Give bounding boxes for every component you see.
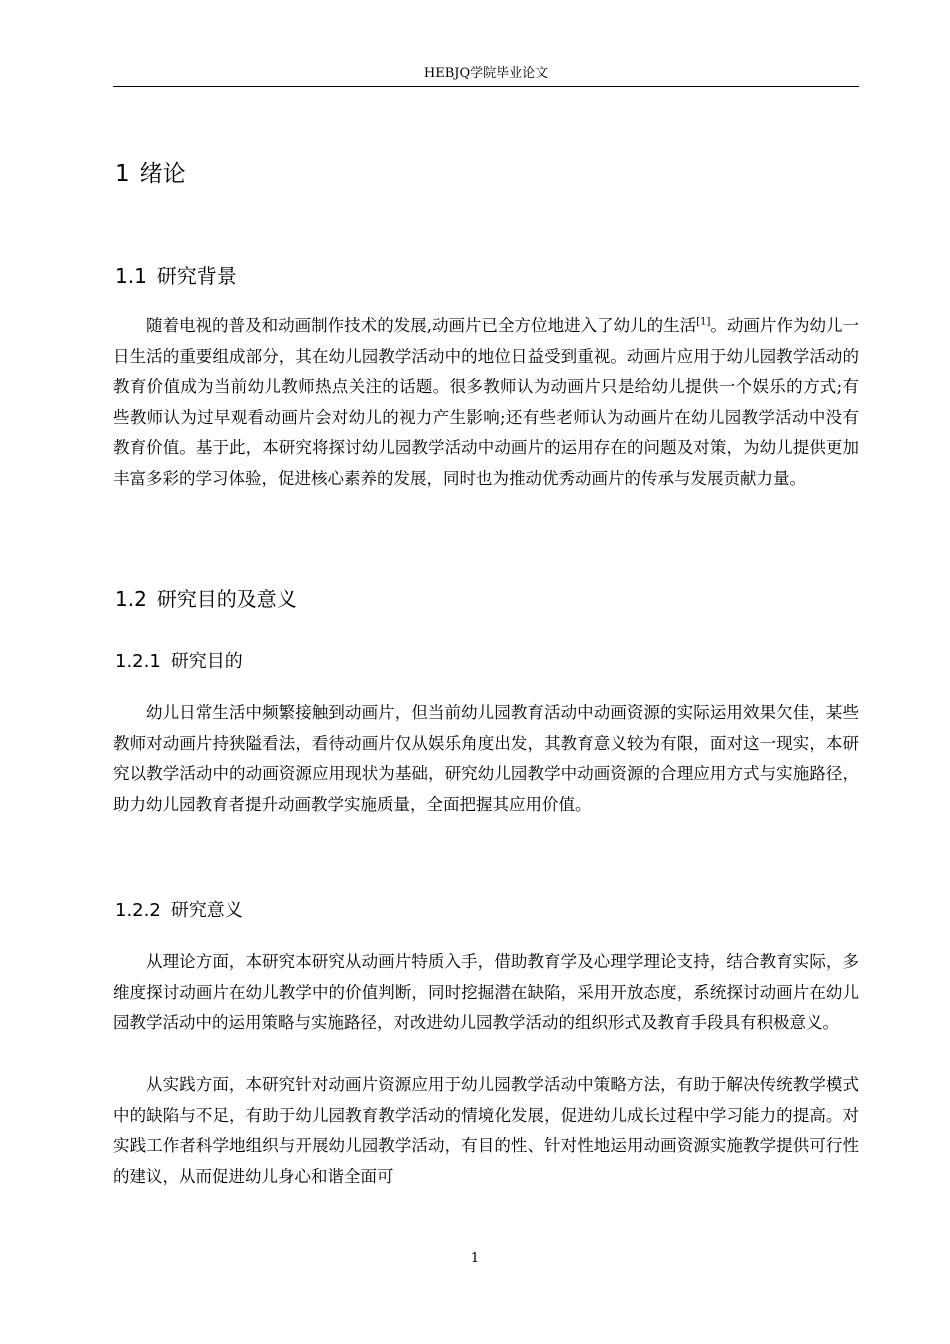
- paragraph-text: 随着电视的普及和动画制作技术的发展,动画片已全方位地进入了幼儿的生活: [146, 316, 697, 335]
- chapter-title: 绪论: [139, 161, 186, 187]
- page-number: 1: [470, 1251, 480, 1266]
- subsection-number: 1.2.1: [115, 651, 161, 672]
- section-title: 研究目的及意义: [156, 587, 297, 611]
- section-number: 1.1: [115, 264, 147, 288]
- subsection-heading-1-2-2: [115, 898, 243, 924]
- paragraph-purpose: 幼儿日常生活中频繁接触到动画片，但当前幼儿园教育活动中动画资源的实际运用效果欠佳，某些教师对动画片持狭隘看法，看待动画片仅从娱乐角度出发，其教育意义较为有限，面对这一现实，本研究以教学活动中的动画资源应用现状为基础，研究幼儿园教学中动画资源的合理应用方式与实施路径，助力幼儿园教育者提升动画教学实施质量，全面把握其应用价值。: [113, 703, 859, 814]
- paragraph-background: [113, 311, 859, 495]
- citation-ref: [1]: [696, 316, 711, 328]
- running-header: HEBJQ学院毕业论文: [113, 66, 859, 87]
- chapter-heading: [115, 158, 186, 190]
- paragraph-significance-theory: 从理论方面，本研究本研究从动画片特质入手，借助教育学及心理学理论支持，结合教育实际，多维度探讨动画片在幼儿教学中的价值判断，同时挖掘潜在缺陷，采用开放态度，系统探讨动画片在幼儿园教学活动中的运用策略与实施路径，对改进幼儿园教学活动的组织形式及教育手段具有积极意义。: [113, 952, 859, 1033]
- section-number: 1.2: [115, 587, 147, 611]
- section-heading-1-2: [115, 585, 297, 613]
- paragraph-text: 。动画片作为幼儿一日生活的重要组成部分，其在幼儿园教学活动中的地位日益受到重视。动画片应用于幼儿园教学活动的教育价值成为当前幼儿教师热点关注的话题。很多教师认为动画片只是给幼儿提供一个娱乐的方式;有些教师认为过早观看动画片会对幼儿的视力产生影响;还有些老师认为动画片在幼儿园教学活动中没有教育价值。基于此，本研究将探讨幼儿园教学活动中动画片的运用存在的问题及对策，为幼儿提供更加丰富多彩的学习体验，促进核心素养的发展，同时也为推动优秀动画片的传承与发展贡献力量。: [113, 316, 859, 488]
- subsection-title: 研究意义: [170, 900, 243, 921]
- subsection-heading-1-2-1: [115, 649, 243, 675]
- chapter-number: 1: [115, 161, 130, 187]
- paragraph-significance-practice: 从实践方面，本研究针对动画片资源应用于幼儿园教学活动中策略方法，有助于解决传统教学模式中的缺陷与不足，有助于幼儿园教育教学活动的情境化发展，促进幼儿成长过程中学习能力的提高。对实践工作者科学地组织与开展幼儿园教学活动，有目的性、针对性地运用动画资源实施教学提供可行性的建议，从而促进幼儿身心和谐全面可: [113, 1075, 859, 1186]
- section-title: 研究背景: [156, 264, 237, 288]
- subsection-number: 1.2.2: [115, 900, 161, 921]
- section-heading-1-1: [115, 262, 237, 290]
- subsection-title: 研究目的: [170, 651, 243, 672]
